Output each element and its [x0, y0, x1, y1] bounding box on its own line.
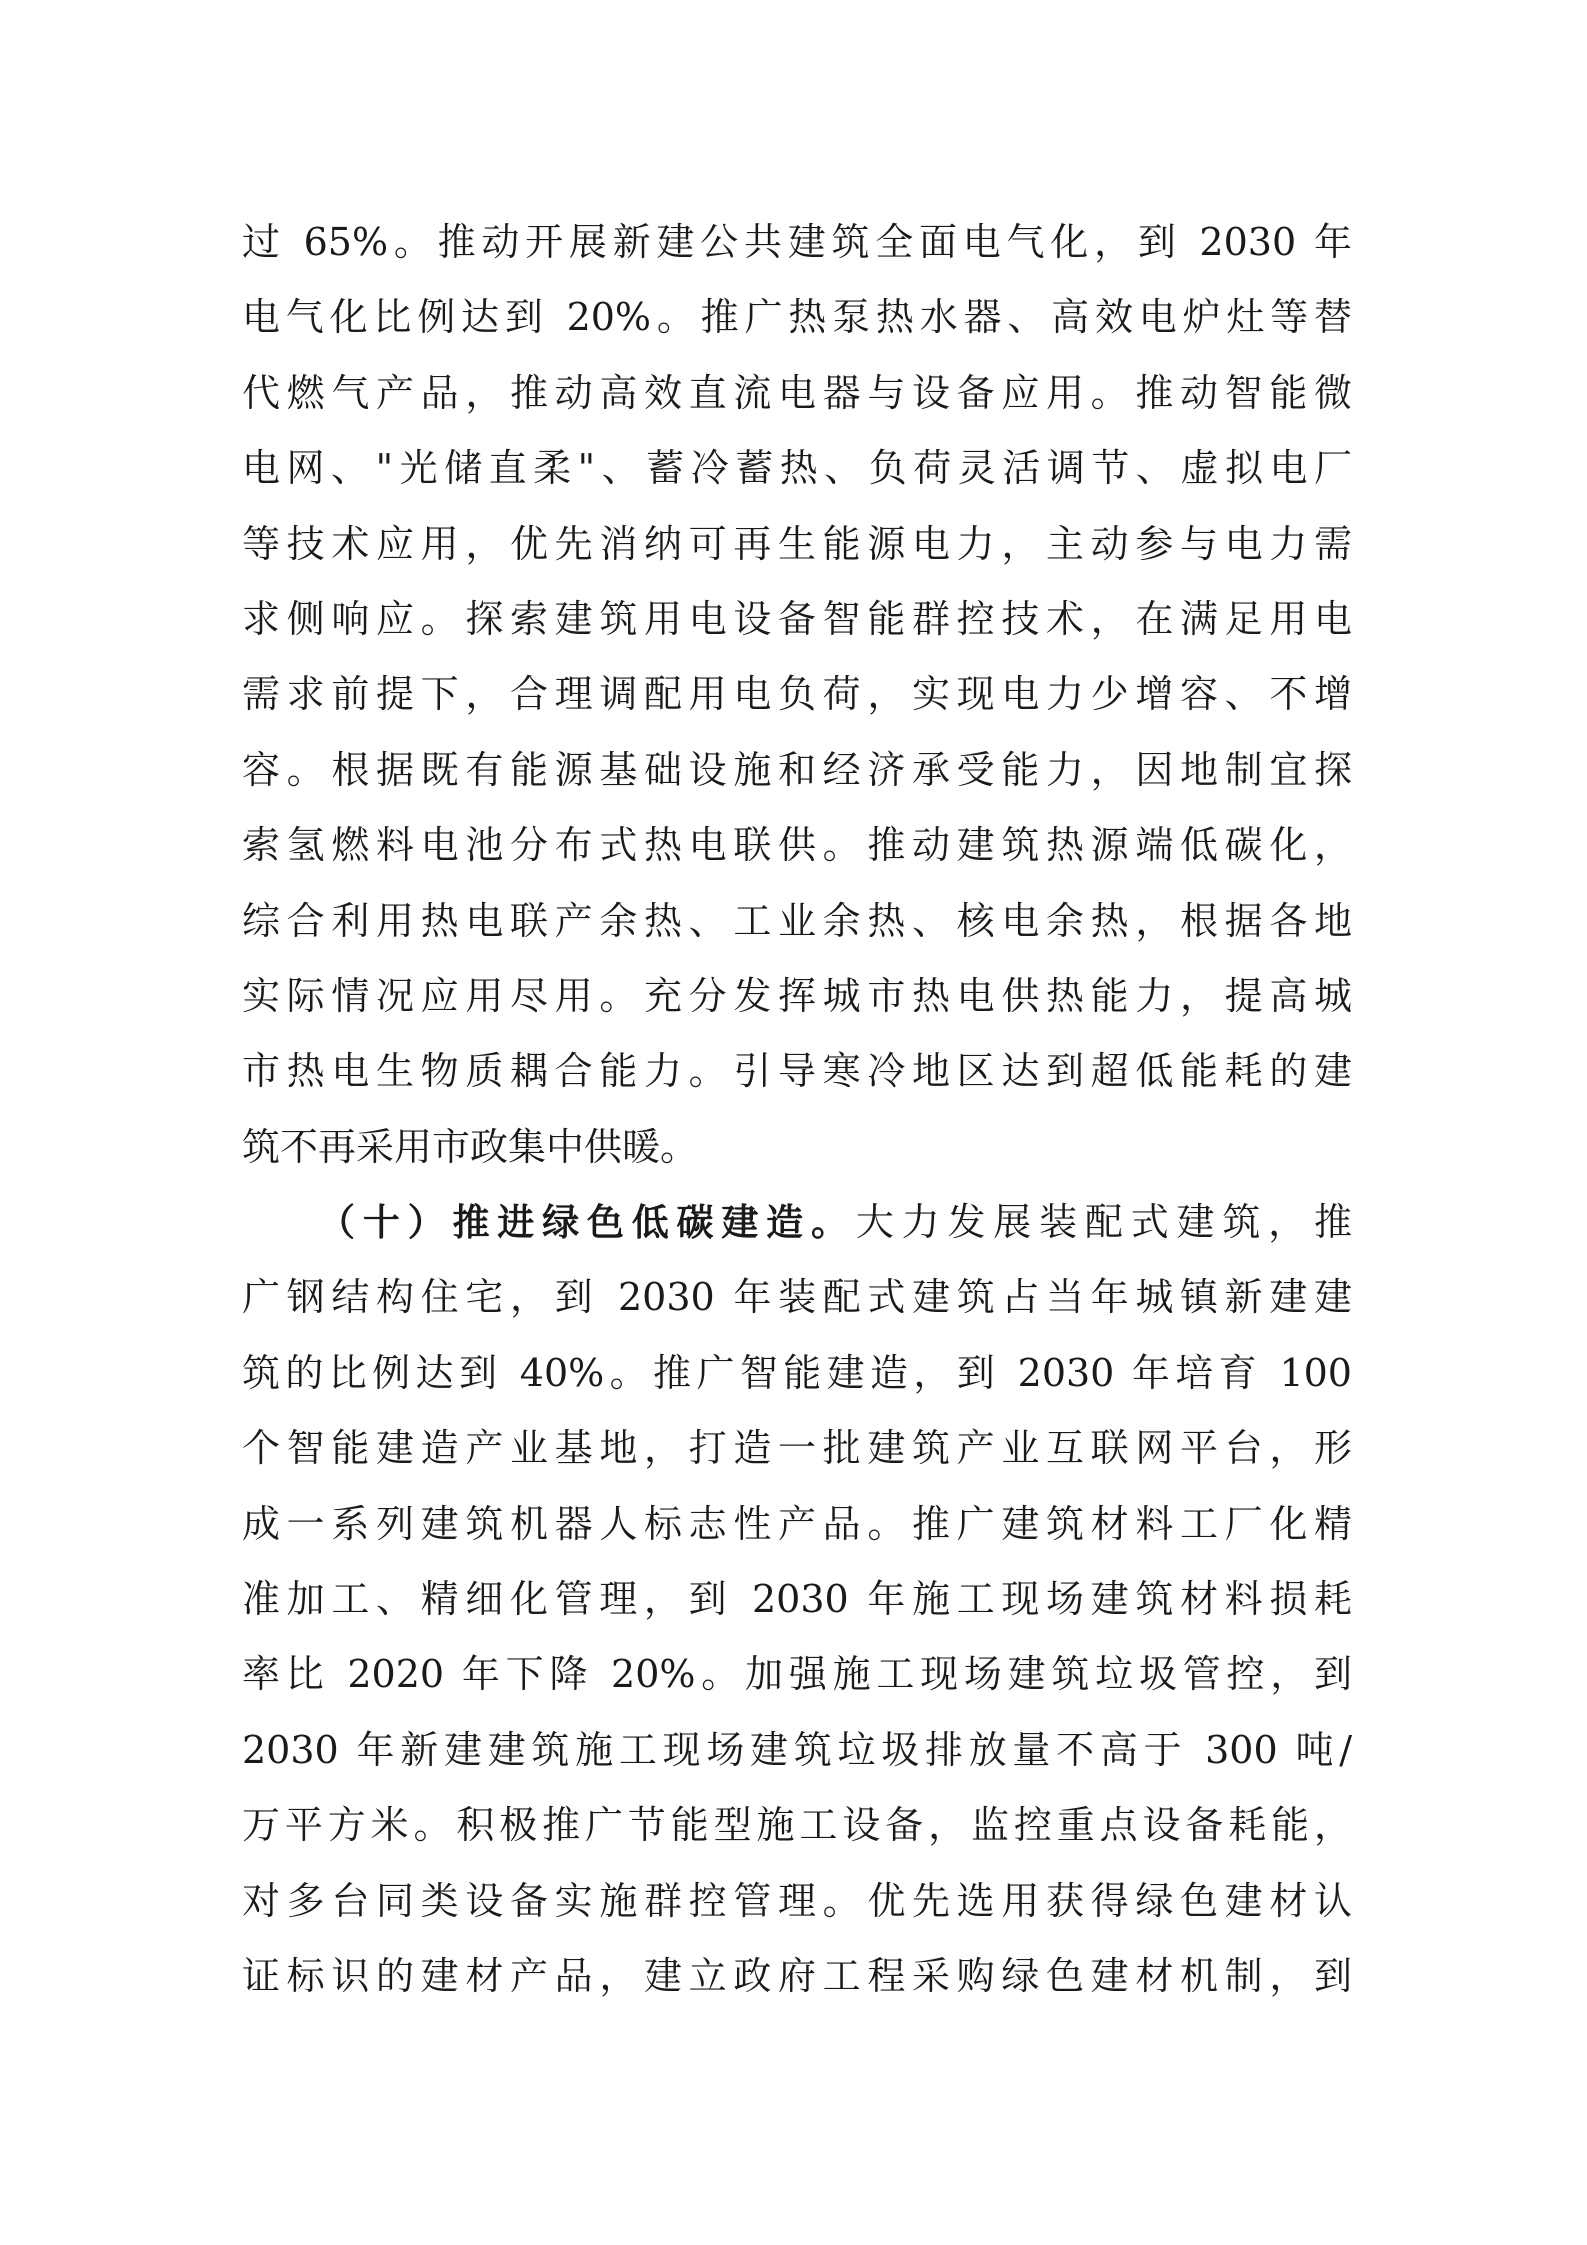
text-line: 索氢燃料电池分布式热电联供。推动建筑热源端低碳化， [242, 823, 1352, 868]
text-line: 实际情况应用尽用。充分发挥城市热电供热能力，提高城 [242, 973, 1352, 1018]
text-line: 等技术应用，优先消纳可再生能源电力，主动参与电力需 [242, 521, 1352, 566]
text-line: 成一系列建筑机器人标志性产品。推广建筑材料工厂化精 [242, 1501, 1352, 1546]
text-line: 综合利用热电联产余热、工业余热、核电余热，根据各地 [242, 898, 1352, 943]
text-line: 求侧响应。探索建筑用电设备智能群控技术，在满足用电 [242, 596, 1352, 641]
text-line: 准加工、精细化管理，到 2030 年施工现场建筑材料损耗 [242, 1577, 1352, 1622]
text-line: 证标识的建材产品，建立政府工程采购绿色建材机制，到 [242, 1953, 1352, 1998]
text-line: 代燃气产品，推动高效直流电器与设备应用。推动智能微 [242, 370, 1352, 415]
text-line: 电网、"光储直柔"、蓄冷蓄热、负荷灵活调节、虚拟电厂 [242, 446, 1352, 491]
section-heading: （十）推进绿色低碳建造。 [318, 1201, 856, 1245]
text-line-with-heading [242, 1185, 1352, 1260]
paragraph-electrification [242, 205, 1352, 1185]
text-line: 容。根据既有能源基础设施和经济承受能力，因地制宜探 [242, 747, 1352, 792]
text-line: 筑的比例达到 40%。推广智能建造，到 2030 年培育 100 [242, 1350, 1352, 1395]
text-line: 过 65%。推动开展新建公共建筑全面电气化，到 2030 年 [242, 220, 1352, 264]
text-line: 筑不再采用市政集中供暖。 [242, 1124, 699, 1169]
heading-line-rest: 大力发展装配式建筑，推 [855, 1200, 1352, 1245]
text-line: 对多台同类设备实施群控管理。优先选用获得绿色建材认 [242, 1878, 1352, 1923]
text-line: 率比 2020 年下降 20%。加强施工现场建筑垃圾管控，到 [242, 1652, 1352, 1697]
text-line: 2030 年新建建筑施工现场建筑垃圾排放量不高于 300 吨/ [242, 1727, 1352, 1772]
text-line: 广钢结构住宅，到 2030 年装配式建筑占当年城镇新建建 [242, 1275, 1352, 1320]
text-line: 市热电生物质耦合能力。引导寒冷地区达到超低能耗的建 [242, 1049, 1352, 1094]
text-line: 个智能建造产业基地，打造一批建筑产业互联网平台，形 [242, 1426, 1352, 1471]
paragraph-green-construction [242, 1185, 1352, 2014]
text-line: 电气化比例达到 20%。推广热泵热水器、高效电炉灶等替 [242, 295, 1352, 340]
text-line: 万平方米。积极推广节能型施工设备，监控重点设备耗能， [242, 1803, 1352, 1848]
body-text [242, 205, 1352, 2014]
text-line: 需求前提下，合理调配用电负荷，实现电力少增容、不增 [242, 672, 1352, 717]
